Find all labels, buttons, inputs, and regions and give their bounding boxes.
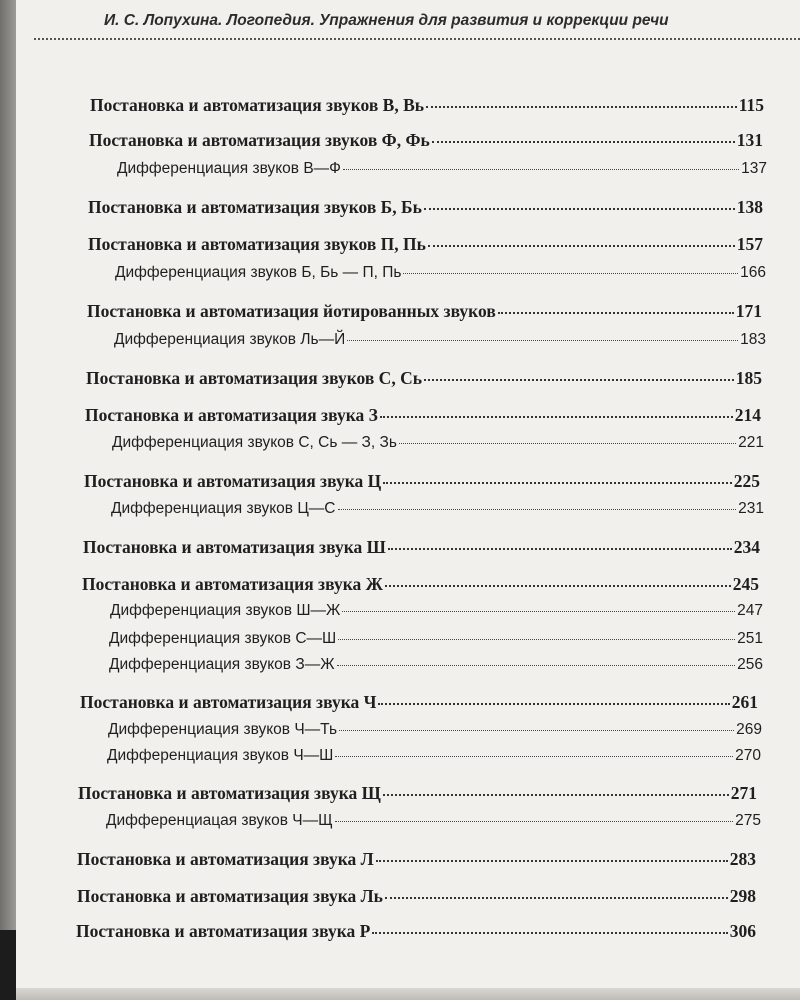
- toc-dot-leader: [372, 932, 727, 934]
- toc-entry-title: Дифференциацая звуков Ч—Щ: [106, 812, 333, 829]
- toc-page-number: 271: [730, 783, 757, 803]
- toc-page-number: 245: [732, 574, 759, 594]
- toc-entry-title: Дифференциация звуков З—Ж: [109, 656, 335, 673]
- toc-entry-title: Постановка и автоматизация звука Ш: [83, 537, 386, 557]
- toc-dot-leader: [335, 821, 733, 822]
- page-bottom-edge: [16, 988, 800, 1000]
- toc-dot-leader: [339, 730, 734, 731]
- toc-dot-leader: [383, 482, 732, 484]
- toc-page-number: 261: [731, 692, 758, 712]
- toc-chapter-entry: [78, 783, 757, 804]
- toc-dot-leader: [337, 665, 736, 666]
- toc-dot-leader: [424, 379, 734, 381]
- toc-page-number: 306: [729, 921, 756, 941]
- toc-entry-title: Дифференциация звуков В—Ф: [117, 160, 341, 177]
- toc-chapter-entry: [76, 921, 756, 942]
- toc-subsection-entry: [114, 331, 766, 349]
- toc-chapter-entry: [87, 301, 762, 322]
- toc-page-number: 185: [735, 368, 762, 388]
- toc-subsection-entry: [109, 630, 763, 648]
- toc-entry-title: Дифференциация звуков Б, Бь — П, Пь: [115, 264, 402, 281]
- toc-entry-title: Постановка и автоматизация звука Ц: [84, 471, 382, 491]
- toc-chapter-entry: [77, 886, 756, 907]
- toc-subsection-entry: [106, 812, 761, 830]
- toc-entry-title: Постановка и автоматизация звуков П, Пь: [88, 234, 426, 254]
- toc-entry-title: Постановка и автоматизация звука Ч: [80, 692, 377, 712]
- toc-chapter-entry: [89, 130, 763, 151]
- toc-page-number: 221: [738, 434, 764, 451]
- toc-dot-leader: [388, 548, 732, 550]
- toc-page-number: 137: [741, 160, 767, 177]
- toc-subsection-entry: [115, 264, 766, 282]
- toc-dot-leader: [399, 443, 736, 444]
- toc-dot-leader: [347, 340, 738, 341]
- toc-entry-title: Дифференциация звуков Ч—Ш: [107, 747, 334, 764]
- toc-chapter-entry: [82, 574, 759, 595]
- toc-entry-title: Постановка и автоматизация звука З: [85, 405, 378, 425]
- toc-dot-leader: [426, 106, 737, 108]
- toc-dot-leader: [338, 509, 737, 510]
- toc-page-number: 166: [740, 264, 766, 281]
- toc-page-number: 251: [737, 630, 763, 647]
- toc-entry-title: Постановка и автоматизация звуков В, Вь: [90, 95, 425, 115]
- toc-subsection-entry: [109, 656, 763, 674]
- toc-chapter-entry: [88, 197, 763, 218]
- toc-subsection-entry: [117, 160, 767, 178]
- toc-entry-title: Постановка и автоматизация звука Ж: [82, 574, 383, 594]
- toc-subsection-entry: [111, 500, 764, 518]
- toc-page-number: 138: [736, 197, 763, 217]
- toc-dot-leader: [424, 208, 735, 210]
- toc-dot-leader: [338, 639, 735, 640]
- toc-chapter-entry: [90, 95, 764, 116]
- toc-page-number: 275: [735, 812, 761, 829]
- toc-entry-title: Дифференциация звуков С—Ш: [109, 630, 337, 647]
- toc-page-number: 247: [737, 602, 763, 619]
- toc-dot-leader: [343, 169, 739, 170]
- toc-dot-leader: [498, 312, 734, 314]
- toc-chapter-entry: [84, 471, 760, 492]
- toc-dot-leader: [342, 611, 735, 612]
- toc-entry-title: Постановка и автоматизация звуков Ф, Фь: [89, 130, 430, 150]
- toc-subsection-entry: [107, 747, 761, 765]
- toc-page-number: 234: [733, 537, 760, 557]
- toc-chapter-entry: [86, 368, 762, 389]
- toc-chapter-entry: [77, 849, 756, 870]
- toc-entry-title: Дифференциация звуков Ц—С: [111, 500, 336, 517]
- toc-page-number: 131: [736, 130, 763, 150]
- toc-entry-title: Постановка и автоматизация звука Р: [76, 921, 371, 941]
- toc-page-number: 231: [738, 500, 764, 517]
- toc-dot-leader: [432, 141, 735, 143]
- toc-entry-title: Постановка и автоматизация звуков Б, Бь: [88, 197, 422, 217]
- toc-page-number: 256: [737, 656, 763, 673]
- page-gutter-dark-corner: [0, 930, 16, 1000]
- toc-subsection-entry: [110, 602, 763, 620]
- running-header: И. С. Лопухина. Логопедия. Упражнения для развития и коррекции речи: [104, 12, 669, 29]
- toc-page-number: 269: [736, 721, 762, 738]
- toc-dot-leader: [383, 794, 729, 796]
- toc-entry-title: Дифференциация звуков Ч—Ть: [108, 721, 338, 738]
- toc-dot-leader: [335, 756, 733, 757]
- toc-subsection-entry: [112, 434, 764, 452]
- toc-page-number: 183: [740, 331, 766, 348]
- toc-page-number: 157: [736, 234, 763, 254]
- toc-chapter-entry: [80, 692, 758, 713]
- toc-entry-title: Дифференциация звуков Ш—Ж: [110, 602, 341, 619]
- toc-page-number: 298: [729, 886, 756, 906]
- toc-dot-leader: [428, 245, 735, 247]
- toc-entry-title: Дифференциация звуков Ль—Й: [114, 331, 346, 348]
- toc-page-number: 171: [735, 301, 762, 321]
- toc-chapter-entry: [88, 234, 763, 255]
- toc-chapter-entry: [85, 405, 761, 426]
- toc-page-number: 283: [729, 849, 756, 869]
- toc-entry-title: Постановка и автоматизация йотированных звуков: [87, 301, 496, 321]
- toc-page-number: 270: [735, 747, 761, 764]
- table-of-contents: [16, 0, 800, 1000]
- toc-dot-leader: [376, 860, 728, 862]
- book-page: [16, 0, 800, 1000]
- toc-entry-title: Постановка и автоматизация звука Щ: [78, 783, 381, 803]
- toc-dot-leader: [385, 585, 731, 587]
- toc-dot-leader: [380, 416, 733, 418]
- page-gutter-shadow: [0, 0, 16, 1000]
- toc-entry-title: Постановка и автоматизация звука Ль: [77, 886, 383, 906]
- toc-dot-leader: [378, 703, 729, 705]
- toc-dot-leader: [403, 273, 738, 274]
- toc-entry-title: Постановка и автоматизация звуков С, Сь: [86, 368, 422, 388]
- toc-page-number: 214: [734, 405, 761, 425]
- toc-subsection-entry: [108, 721, 762, 739]
- toc-entry-title: Дифференциация звуков С, Сь — З, Зь: [112, 434, 397, 451]
- toc-page-number: 225: [733, 471, 760, 491]
- toc-page-number: 115: [738, 95, 764, 115]
- toc-chapter-entry: [83, 537, 760, 558]
- toc-dot-leader: [385, 897, 728, 899]
- toc-entry-title: Постановка и автоматизация звука Л: [77, 849, 374, 869]
